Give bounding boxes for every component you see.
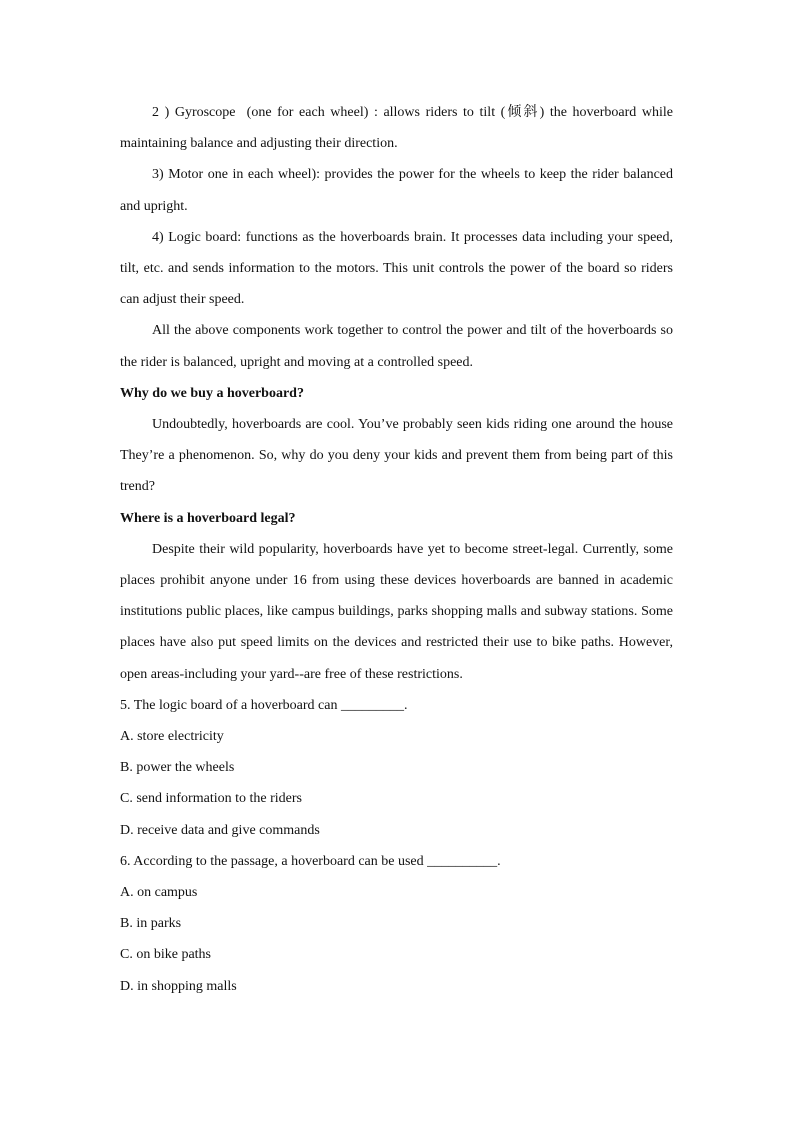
heading-why-buy: Why do we buy a hoverboard? [120,385,304,401]
question-6-option-c: C. on bike paths [120,947,211,963]
paragraph-logic-board: 4) Logic board: functions as the hoverboards brain. It processes data including your speed, tilt, etc. and sends information to the motors. This unit controls the power of the board so riders can adjust their speed. [120,229,673,308]
question-5 [120,690,673,846]
question-6-option-d: D. in shopping malls [120,978,237,994]
question-5-option-b: B. power the wheels [120,760,235,776]
heading-where-legal: Where is a hoverboard legal? [120,510,296,526]
question-5-option-c: C. send information to the riders [120,791,302,807]
paragraph-why-buy: Undoubtedly, hoverboards are cool. You’ve probably seen kids riding one around the house They’re a phenomenon. So, why do you deny your kids and prevent them from being part of this trend? [120,417,673,495]
document-body [120,97,673,1002]
question-5-stem: 5. The logic board of a hoverboard can _________. [120,697,408,713]
question-6-option-a: A. on campus [120,885,198,901]
question-6 [120,846,673,1002]
paragraph-where-legal: Despite their wild popularity, hoverboards have yet to become street-legal. Currently, some places prohibit anyone under 16 from using these devices hoverboards are banned in academic institutions public places, like campus buildings, parks shopping malls and subway stations. Some places have also put speed limits on the devices and restricted their use to bike paths. However, open areas-including your yard--are free of these restrictions. [120,541,673,682]
paragraph-gyroscope: 2 ) Gyroscope (one for each wheel) : allows riders to tilt (倾斜) the hoverboard while maintaining balance and adjusting their direction. [120,105,673,152]
question-6-stem: 6. According to the passage, a hoverboard can be used __________. [120,853,501,869]
paragraph-motor: 3) Motor one in each wheel): provides the power for the wheels to keep the rider balanced and upright. [120,167,673,214]
question-6-option-b: B. in parks [120,916,182,932]
question-5-option-a: A. store electricity [120,729,224,745]
question-5-option-d: D. receive data and give commands [120,822,320,838]
paragraph-components-summary: All the above components work together to control the power and tilt of the hoverboards so the rider is balanced, upright and moving at a controlled speed. [120,323,673,370]
